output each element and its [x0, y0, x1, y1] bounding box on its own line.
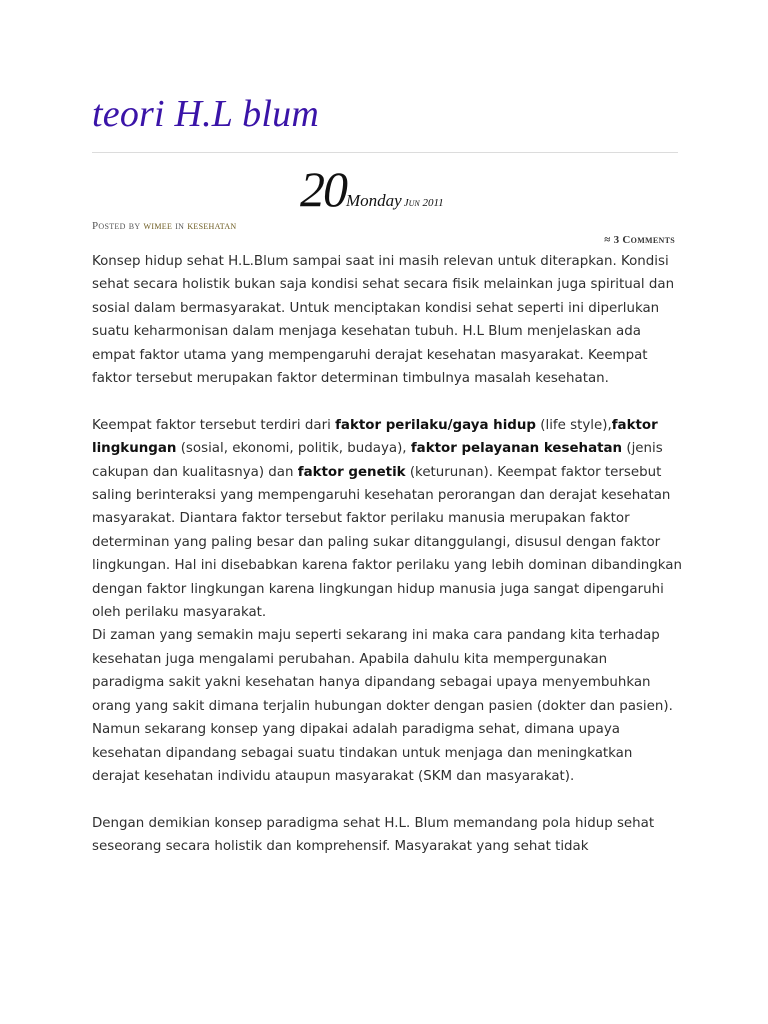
paragraph-2 — [92, 414, 682, 625]
category-link[interactable]: kesehatan — [187, 220, 237, 232]
posted-by-label: Posted by — [92, 220, 141, 232]
p2-text-1: Keempat faktor tersebut terdiri dari — [92, 417, 336, 433]
p2-bold-perilaku: faktor perilaku/gaya hidup — [335, 417, 536, 433]
comments-link[interactable]: ≈ 3 Comments — [604, 234, 675, 246]
paragraph-3: Di zaman yang semakin maju seperti sekarang ini maka cara pandang kita terhadap kesehatan juga mengalami perubahan. Apabila dahulu kita mempergunakan paradigma sakit yakni kesehatan hanya dipandang sebagai upaya menyembuhkan orang yang sakit dimana terjalin hubungan dokter dengan pasien (dokter dan pasien). Namun sekarang konsep yang dipakai adalah paradigma sehat, dimana upaya kesehatan dipandang sebagai suatu tindakan untuk menjaga dan meningkatkan derajat kesehatan individu ataupun masyarakat (SKM dan masyarakat). — [92, 628, 673, 784]
post-title[interactable]: teori H.L blum — [92, 93, 319, 135]
p2-bold-lingkungan: faktor lingkungan — [92, 417, 658, 457]
post-content — [92, 250, 682, 882]
author-link[interactable]: wimee — [143, 220, 173, 232]
post-meta — [92, 220, 236, 232]
p2-bold-pelayanan: faktor pelayanan kesehatan — [410, 441, 623, 457]
post-date — [300, 160, 444, 218]
p2-text-5: (keturunan). Keempat faktor tersebut saling berinteraksi yang mempengaruhi kesehatan perorangan dan derajat kesehatan masyarakat. Diantara faktor tersebut faktor perilaku manusia merupakan faktor determinan yang paling besar dan paling sukar ditanggulangi, disusul dengan faktor lingkungan. Hal ini disebabkan karena faktor perilaku yang lebih dominan dibandingkan dengan faktor lingkungan karena lingkungan hidup manusia juga sangat dipengaruhi oleh perilaku masyarakat. — [92, 464, 682, 621]
p2-text-3: (sosial, ekonomi, politik, budaya), — [176, 441, 411, 457]
p2-text-4: (jenis cakupan dan kualitasnya) dan — [92, 441, 663, 480]
date-day: 20 — [300, 161, 346, 217]
title-divider — [92, 152, 678, 153]
date-weekday: Monday — [346, 191, 402, 210]
paragraph-4: Dengan demikian konsep paradigma sehat H.L. Blum memandang pola hidup sehat seseorang secara holistik dan komprehensif. Masyarakat yang sehat tidak — [92, 815, 655, 855]
in-label: in — [175, 220, 185, 232]
p2-bold-genetik: faktor genetik — [297, 464, 406, 480]
p2-text-2: (life style), — [536, 417, 612, 433]
date-month-year: Jun 2011 — [403, 197, 444, 209]
paragraph-1: Konsep hidup sehat H.L.Blum sampai saat ini masih relevan untuk diterapkan. Kondisi sehat secara holistik bukan saja kondisi sehat secara fisik melainkan juga spiritual dan sosial dalam bermasyarakat. Untuk menciptakan kondisi sehat seperti ini diperlukan suatu keharmonisan dalam menjaga kesehatan tubuh. H.L Blum menjelaskan ada empat faktor utama yang mempengaruhi derajat kesehatan masyarakat. Keempat faktor tersebut merupakan faktor determinan timbulnya masalah kesehatan. — [92, 254, 675, 387]
